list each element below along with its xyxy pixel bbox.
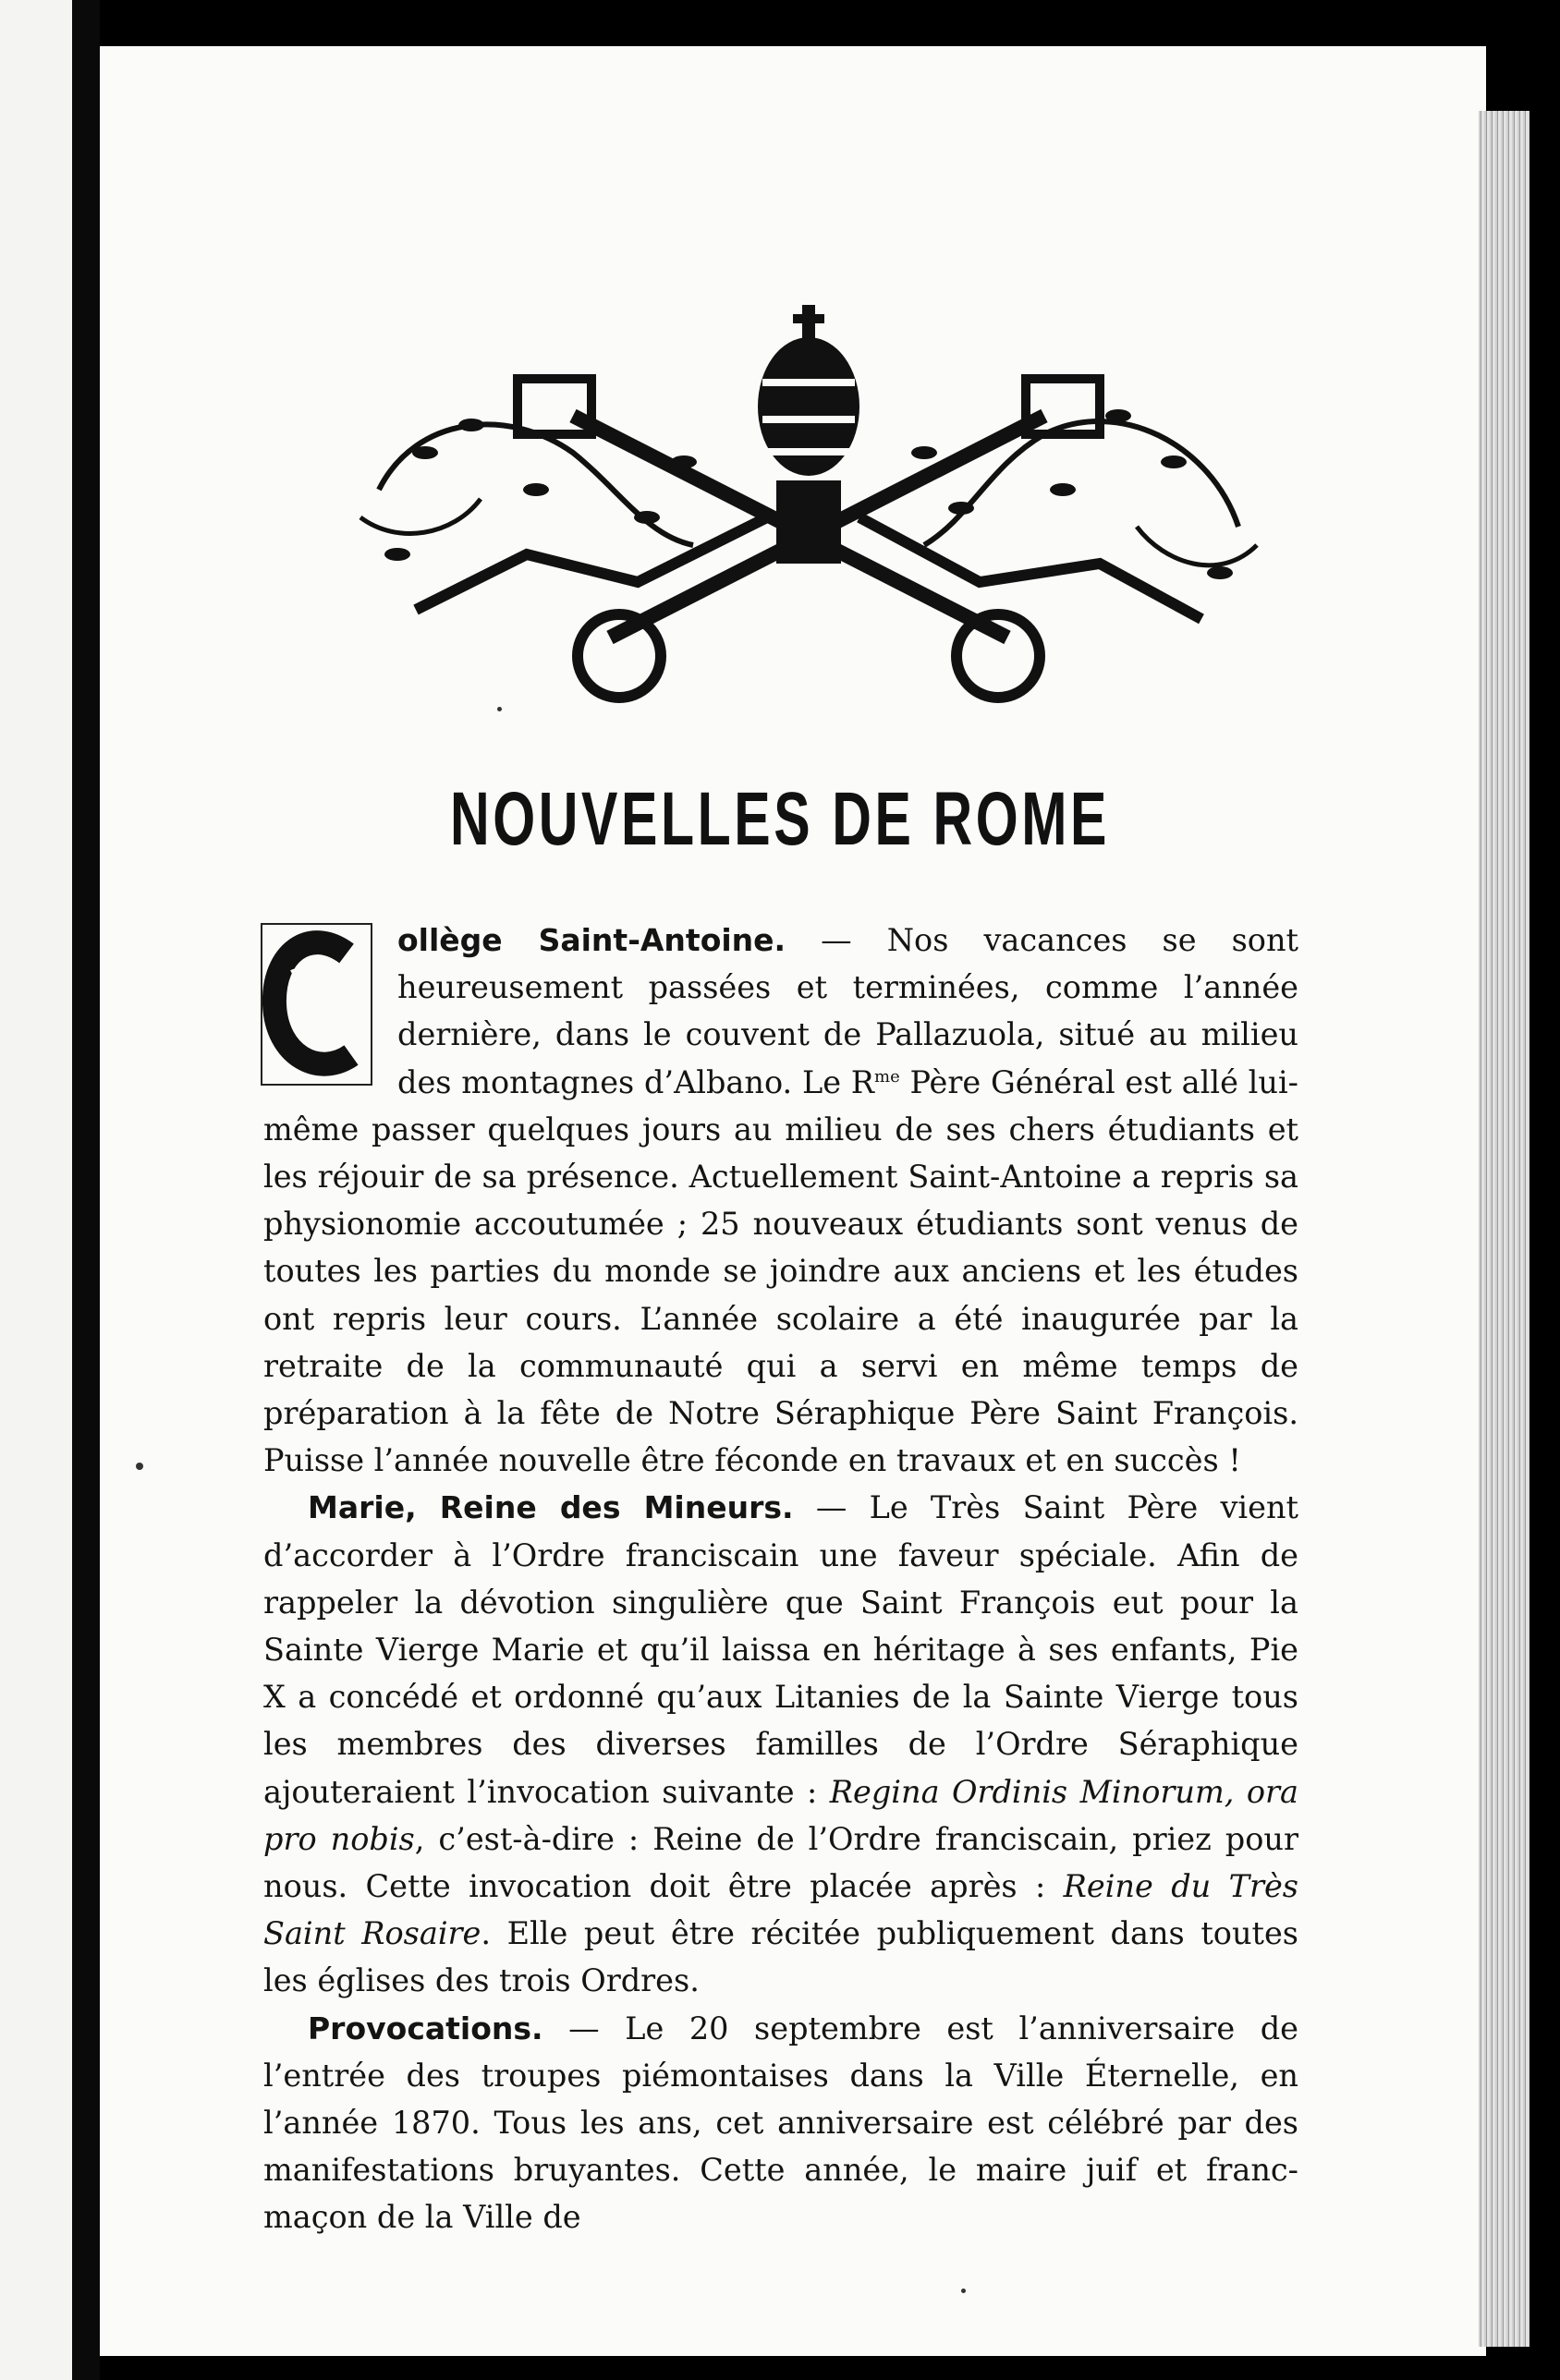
page-speck bbox=[136, 1463, 143, 1470]
article-body bbox=[254, 917, 1299, 2241]
text-provocations: — Le 20 septembre est l’anniversaire de l’entrée des troupes piémontaises dans la Ville Éternelle, en l’année 1870. Tous les ans, cet anniversaire est célébré par des manifestations bruyantes. Cette année, le maire juif et franc-maçon de la Ville de bbox=[263, 2010, 1298, 2236]
page-title: NOUVELLES DE ROME bbox=[450, 777, 1110, 861]
page-stack-edge bbox=[1479, 111, 1530, 2347]
paragraph-college bbox=[254, 917, 1298, 1484]
page-speck bbox=[961, 2289, 966, 2293]
paragraph-provocations bbox=[263, 2005, 1298, 2241]
text-marie-b: , c’est-à-dire : Reine de l’Ordre franciscain, priez pour nous. Cette invocation doit être placée après : bbox=[263, 1820, 1298, 1905]
facing-page-edge bbox=[0, 0, 72, 2380]
superscript-me: me bbox=[874, 1066, 900, 1087]
page-speck bbox=[497, 707, 502, 711]
text-marie-c: . Elle peut être récitée publiquement dans toutes les églises des trois Ordres. bbox=[263, 1915, 1299, 1999]
italic-regina: Regina Ordinis Minorum, ora pro nobis bbox=[263, 1773, 1298, 1857]
book-gutter bbox=[72, 0, 100, 2380]
text-college-a: — Nos vacances se sont heureusement passées et terminées, comme l’année dernière, dans le couvent de Pallazuola, situé au milieu des montagnes d’Albano. Le R bbox=[397, 922, 1298, 1100]
text-college-b: Père Général est allé lui-même passer quelques jours au milieu de ses chers étudiants et les réjouir de sa présence. Actuellement Saint-Antoine a repris sa physionomie accoutumée ; 25 nouveaux étudiants sont venus de toutes les parties du monde se joindre aux anciens et les études ont repris leur cours. L’année scolaire a été inaugurée par la retraite de la communauté qui a servi en même temps de préparation à la fête de Notre Séraphique Père Saint François. Puisse l’année nouvelle être féconde en travaux et en succès ! bbox=[263, 1063, 1298, 1479]
heading-marie: Marie, Reine des Mineurs. bbox=[308, 1489, 794, 1526]
italic-rosaire: Reine du Très Saint Rosaire bbox=[263, 1868, 1298, 1952]
heading-provocations: Provocations. bbox=[308, 2010, 543, 2046]
ornate-dropcap bbox=[254, 917, 379, 1092]
paragraph-marie bbox=[263, 1484, 1298, 2004]
heading-college: ollège Saint-Antoine. bbox=[397, 922, 786, 958]
text-marie-a: — Le Très Saint Père vient d’accorder à l’Ordre franciscain une faveur spéciale. Afin de rappeler la dévotion singulière que Saint François eut pour la Sainte Vierge Marie et qu’il laissa en héritage à ses enfants, Pie X a concédé et ordonné qu’aux Litanies de la Sainte Vierge tous les membres des diverses familles de l’Ordre Séraphique ajouteraient l’invocation suivante : bbox=[263, 1489, 1299, 1810]
papal-keys-ornament bbox=[342, 305, 1275, 721]
